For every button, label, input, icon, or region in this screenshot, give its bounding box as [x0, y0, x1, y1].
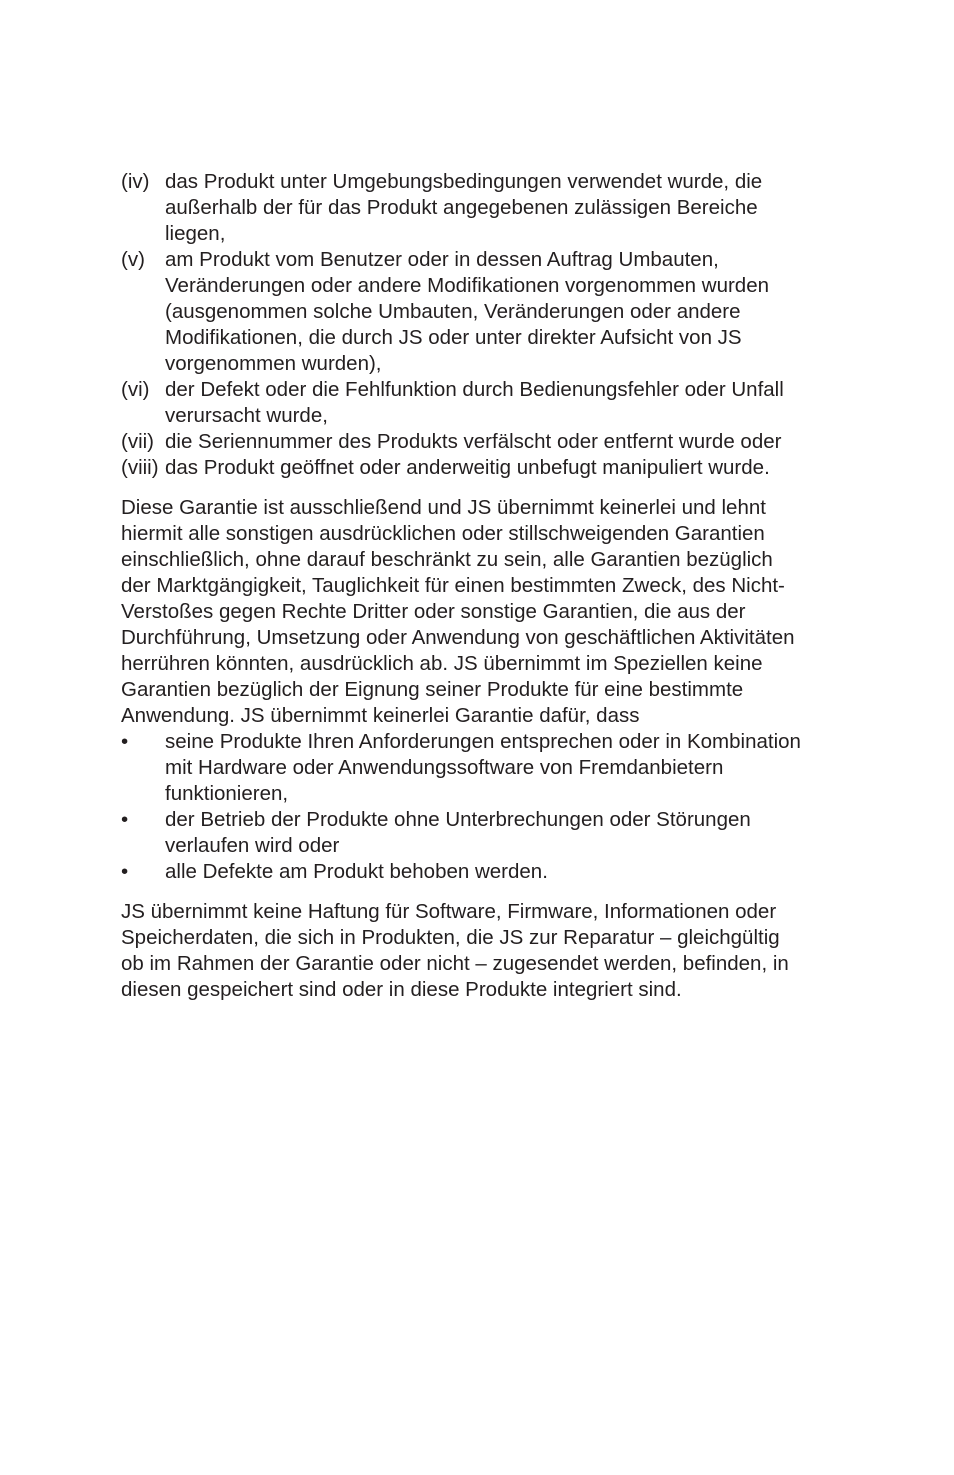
liability-paragraph: JS übernimmt keine Haftung für Software, Firmware, Informationen oder Speicherdaten, die sich in Produkten, die JS zur Reparatur – gleichgültig ob im Rahmen der Garantie oder nicht – zugesendet werden, befinden, in diesen gespeichert sind oder in diese Produkte integriert sind. [121, 900, 789, 1001]
section-spacer [121, 481, 801, 495]
bullet-item [121, 729, 801, 807]
bullet-icon: • [121, 808, 129, 831]
condition-marker: (vii) [121, 430, 155, 453]
bullet-text: alle Defekte am Produkt behoben werden. [165, 860, 548, 883]
condition-item [121, 377, 801, 429]
condition-item [121, 429, 801, 455]
warranty-disclaimer-paragraph: Diese Garantie ist ausschließend und JS übernimmt keinerlei und lehnt hiermit alle sonstigen ausdrücklichen oder stillschweigenden Garantien einschließlich, ohne darauf beschränkt zu sein, alle Garantien bezüglich der Marktgängigkeit, Tauglichkeit für einen bestimmten Zweck, des Nicht-Verstoßes gegen Rechte Dritter oder sonstige Garantien, die aus der Durchführung, Umsetzung oder Anwendung von geschäftlichen Aktivitäten herrühren könnten, ausdrücklich ab. JS übernimmt im Speziellen keine Garantien bezüglich der Eignung seiner Produkte für eine bestimmte Anwendung. JS übernimmt keinerlei Garantie dafür, dass [121, 496, 795, 727]
condition-text: das Produkt geöffnet oder anderweitig unbefugt manipuliert wurde. [165, 456, 770, 479]
section-spacer [121, 885, 801, 899]
condition-marker: (vi) [121, 378, 150, 401]
bullet-icon: • [121, 860, 129, 883]
condition-item [121, 247, 801, 377]
bullet-item [121, 807, 801, 859]
condition-text: die Seriennummer des Produkts verfälscht oder entfernt wurde oder [165, 430, 782, 453]
condition-item [121, 169, 801, 247]
condition-text: am Produkt vom Benutzer oder in dessen Auftrag Umbauten, Veränderungen oder andere Modifikationen vorgenommen wurden (ausgenommen solche Umbauten, Veränderungen oder andere Modifikationen, die durch JS oder unter direkter Aufsicht von JS vorgenommen wurden), [165, 248, 770, 375]
bullet-item [121, 859, 801, 885]
bullet-text: der Betrieb der Produkte ohne Unterbrechungen oder Störungen verlaufen wird oder [165, 808, 751, 857]
bullet-text: seine Produkte Ihren Anforderungen entsprechen oder in Kombination mit Hardware oder Anwendungssoftware von Fremdanbietern funktionieren, [165, 730, 801, 805]
condition-item [121, 455, 801, 481]
condition-text: das Produkt unter Umgebungsbedingungen verwendet wurde, die außerhalb der für das Produkt angegebenen zulässigen Bereiche liegen, [165, 170, 763, 245]
condition-marker: (v) [121, 248, 145, 271]
warranty-text-body [121, 169, 801, 1003]
condition-marker: (viii) [121, 456, 159, 479]
condition-text: der Defekt oder die Fehlfunktion durch Bedienungsfehler oder Unfall verursacht wurde, [165, 378, 784, 427]
exclusion-conditions-list [121, 169, 801, 481]
condition-marker: (iv) [121, 170, 150, 193]
no-guarantee-bullet-list [121, 729, 801, 885]
bullet-icon: • [121, 730, 129, 753]
